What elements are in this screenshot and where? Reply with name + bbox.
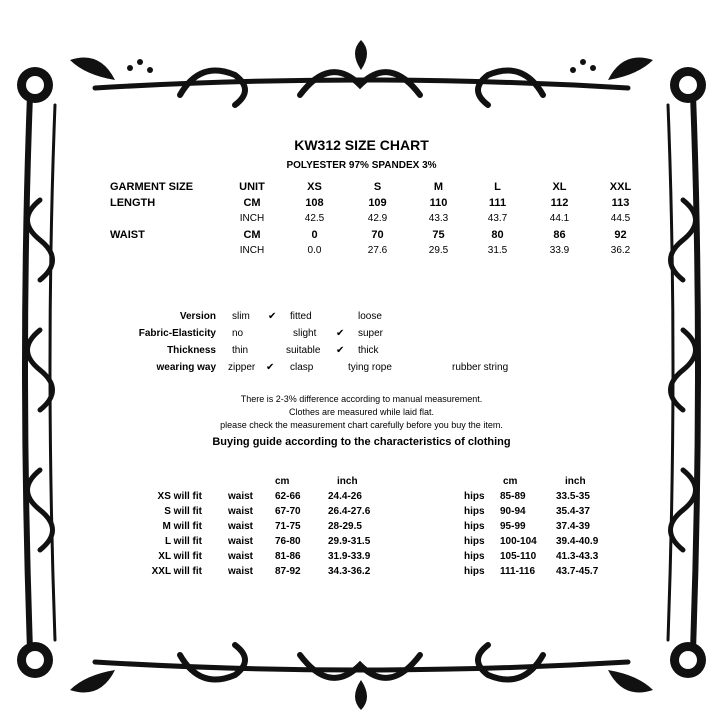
guide-header-cm: cm — [503, 476, 518, 487]
attribute-option: no — [232, 328, 244, 339]
size-value-cell: 44.1 — [549, 213, 570, 224]
size-value-cell: 109 — [368, 197, 387, 209]
size-header-cell: XL — [552, 181, 567, 193]
size-header-cell: M — [433, 181, 444, 193]
size-header-cell: XS — [307, 181, 322, 193]
guide-inch-value: 29.9-31.5 — [328, 536, 371, 547]
guide-cm-value: 87-92 — [275, 566, 301, 577]
size-unit-cell: CM — [243, 229, 261, 241]
size-value-cell: 86 — [553, 229, 566, 241]
guide-inch-value: 31.9-33.9 — [328, 551, 371, 562]
size-value-cell: 112 — [550, 197, 569, 209]
size-value-cell: 43.3 — [428, 213, 449, 224]
size-value-cell: 110 — [429, 197, 448, 209]
size-value-cell: 27.6 — [367, 245, 388, 256]
guide-inch-value: 39.4-40.9 — [556, 536, 599, 547]
guide-inch-value: 41.3-43.3 — [556, 551, 599, 562]
attribute-option: suitable — [286, 345, 321, 356]
material-subtitle: POLYESTER 97% SPANDEX 3% — [286, 160, 437, 171]
attribute-label: wearing way — [156, 362, 216, 373]
attribute-option: rubber string — [452, 362, 509, 373]
size-header-cell: XXL — [609, 181, 632, 193]
size-value-cell: 42.5 — [304, 213, 325, 224]
size-value-cell: 108 — [305, 197, 324, 209]
attribute-label: Version — [179, 311, 216, 322]
guide-part-label: hips — [464, 521, 485, 532]
size-value-cell: 80 — [491, 229, 504, 241]
attribute-option: thick — [358, 345, 379, 356]
attribute-option: slight — [293, 328, 317, 339]
size-value-cell: 0.0 — [307, 245, 322, 256]
guide-inch-value: 43.7-45.7 — [556, 566, 599, 577]
guide-cm-value: 90-94 — [500, 506, 526, 517]
attribute-label: Thickness — [167, 345, 216, 356]
attribute-option: thin — [232, 345, 249, 356]
size-value-cell: 75 — [432, 229, 445, 241]
size-value-cell: 70 — [371, 229, 384, 241]
size-value-cell: 29.5 — [428, 245, 449, 256]
guide-inch-value: 33.5-35 — [556, 491, 590, 502]
size-value-cell: 92 — [614, 229, 627, 241]
size-header-cell: UNIT — [239, 181, 265, 193]
guide-size-label: XXL will fit — [151, 566, 202, 577]
attribute-option: fitted — [290, 311, 312, 322]
size-value-cell: 31.5 — [487, 245, 508, 256]
size-header-cell: S — [373, 181, 382, 193]
size-value-cell: 36.2 — [610, 245, 631, 256]
size-value-cell: 42.9 — [367, 213, 388, 224]
guide-inch-value: 24.4-26 — [328, 491, 362, 502]
guide-inch-value: 37.4-39 — [556, 521, 590, 532]
size-value-cell: 111 — [488, 197, 507, 209]
guide-header-inch: inch — [337, 476, 358, 487]
check-icon: ✔ — [266, 362, 275, 373]
guide-size-label: L will fit — [164, 536, 202, 547]
size-unit-cell: INCH — [239, 245, 265, 256]
attribute-option: tying rope — [348, 362, 392, 373]
guide-cm-value: 95-99 — [500, 521, 526, 532]
guide-part-label: waist — [228, 536, 254, 547]
size-unit-cell: CM — [243, 197, 261, 209]
guide-cm-value: 100-104 — [500, 536, 537, 547]
guide-part-label: waist — [228, 506, 254, 517]
size-value-cell: 43.7 — [487, 213, 508, 224]
size-unit-cell: INCH — [239, 213, 265, 224]
attribute-option: loose — [358, 311, 382, 322]
size-header-cell: GARMENT SIZE — [110, 181, 194, 193]
guide-cm-value: 111-116 — [500, 566, 536, 577]
guide-cm-value: 62-66 — [275, 491, 301, 502]
guide-inch-value: 26.4-27.6 — [328, 506, 371, 517]
guide-inch-value: 34.3-36.2 — [328, 566, 371, 577]
guide-part-label: waist — [228, 551, 254, 562]
guide-size-label: M will fit — [162, 521, 202, 532]
size-row-label: WAIST — [110, 229, 145, 241]
attribute-label: Fabric-Elasticity — [138, 328, 216, 339]
guide-cm-value: 67-70 — [275, 506, 301, 517]
guide-cm-value: 105-110 — [500, 551, 537, 562]
guide-header-inch: inch — [565, 476, 586, 487]
guide-inch-value: 28-29.5 — [328, 521, 362, 532]
guide-part-label: waist — [228, 521, 254, 532]
note-line: please check the measurement chart carefully before you buy the item. — [220, 420, 503, 430]
guide-part-label: hips — [464, 551, 485, 562]
guide-header-cm: cm — [275, 476, 290, 487]
guide-size-label: S will fit — [164, 506, 202, 517]
buying-guide-title: Buying guide according to the characteristics of clothing — [212, 436, 511, 448]
check-icon: ✔ — [268, 311, 277, 322]
note-line: Clothes are measured while laid flat. — [288, 407, 435, 417]
guide-part-label: waist — [228, 566, 254, 577]
guide-cm-value: 71-75 — [275, 521, 301, 532]
guide-size-label: XS will fit — [157, 491, 202, 502]
check-icon: ✔ — [336, 345, 345, 356]
guide-size-label: XL will fit — [158, 551, 202, 562]
size-value-cell: 44.5 — [610, 213, 631, 224]
guide-cm-value: 85-89 — [500, 491, 526, 502]
attribute-option: zipper — [228, 362, 256, 373]
attribute-option: clasp — [290, 362, 314, 373]
attribute-option: super — [358, 328, 384, 339]
size-value-cell: 33.9 — [549, 245, 570, 256]
guide-part-label: waist — [228, 491, 254, 502]
note-line: There is 2-3% difference according to manual measurement. — [240, 394, 483, 404]
guide-cm-value: 76-80 — [275, 536, 301, 547]
attribute-option: slim — [232, 311, 250, 322]
guide-part-label: hips — [464, 536, 485, 547]
guide-cm-value: 81-86 — [275, 551, 301, 562]
size-header-cell: L — [494, 181, 501, 193]
size-value-cell: 113 — [611, 197, 630, 209]
guide-part-label: hips — [464, 491, 485, 502]
guide-inch-value: 35.4-37 — [556, 506, 590, 517]
size-value-cell: 0 — [311, 229, 318, 241]
size-row-label: LENGTH — [110, 197, 156, 209]
chart-title: KW312 SIZE CHART — [294, 137, 429, 153]
guide-part-label: hips — [464, 566, 485, 577]
guide-part-label: hips — [464, 506, 485, 517]
check-icon: ✔ — [336, 328, 345, 339]
